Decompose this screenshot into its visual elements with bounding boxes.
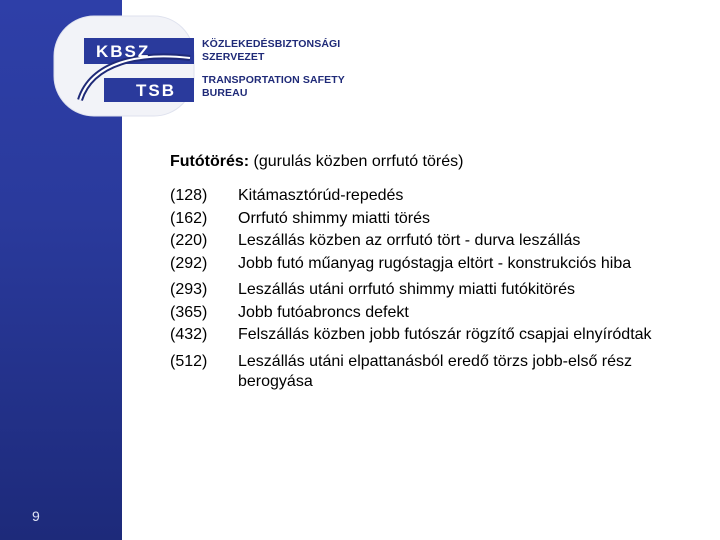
logo — [40, 0, 370, 120]
item-code: (432) — [170, 326, 208, 343]
logo-abbr-hu: KBSZ — [96, 42, 151, 61]
logo-abbr-en: TSB — [136, 81, 176, 100]
list-item — [170, 231, 670, 252]
org-hu-line2: SZERVEZET — [202, 51, 265, 63]
list-item — [170, 325, 670, 346]
list-item — [170, 280, 670, 301]
list-item — [170, 209, 670, 230]
page-number: 9 — [32, 508, 40, 524]
item-text: Leszállás utáni orrfutó shimmy miatti futókitörés — [238, 281, 576, 298]
item-code: (293) — [170, 281, 208, 298]
list-item — [170, 254, 670, 275]
list-item — [170, 352, 670, 393]
item-code: (365) — [170, 303, 208, 321]
item-text: Jobb futóabroncs defekt — [238, 303, 409, 321]
kbsz-tsb-logo-icon — [40, 0, 200, 120]
item-text: Leszállás közben az orrfutó tört - durva leszállás — [238, 232, 581, 249]
item-text: Leszállás utáni elpattanásból eredő törzs jobb-első rész berogyása — [238, 352, 633, 390]
item-code: (162) — [170, 209, 208, 227]
heading-bold: Futótörés: — [170, 153, 250, 170]
list-item — [170, 303, 670, 324]
org-en-line2: BUREAU — [202, 87, 248, 99]
item-text: Felszállás közben jobb futószár rögzítő csapjai elnyíródtak — [238, 326, 652, 343]
heading-rest: (gurulás közben orrfutó törés) — [249, 153, 464, 170]
incident-list — [170, 186, 670, 395]
item-code: (512) — [170, 352, 208, 370]
item-code: (128) — [170, 187, 208, 204]
item-code: (292) — [170, 254, 208, 272]
org-en-line1: TRANSPORTATION SAFETY — [202, 74, 345, 86]
org-name-english — [202, 74, 345, 100]
org-hu-line1: KÖZLEKEDÉSBIZTONSÁGI — [202, 38, 341, 50]
item-text: Kitámasztórúd-repedés — [238, 187, 404, 204]
item-text: Jobb futó műanyag rugóstagja eltört - konstrukciós hiba — [238, 254, 632, 272]
list-item — [170, 186, 670, 207]
slide-heading — [170, 153, 463, 171]
item-code: (220) — [170, 232, 208, 249]
org-name-hungarian — [202, 38, 340, 64]
item-text: Orrfutó shimmy miatti törés — [238, 209, 431, 227]
